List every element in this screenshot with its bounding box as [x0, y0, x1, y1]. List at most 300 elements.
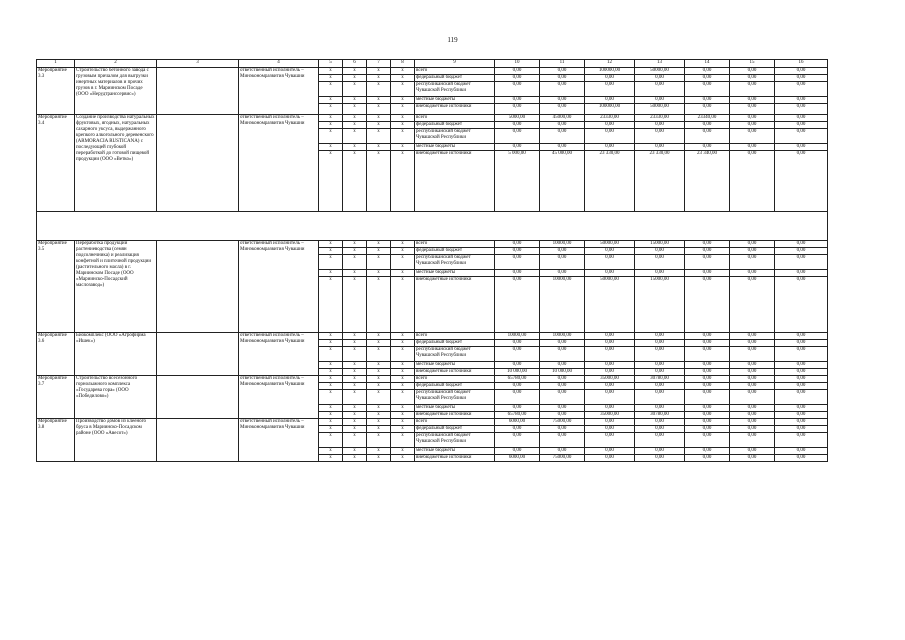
amount-cell: 0,00 [495, 104, 540, 115]
amount-cell: 0,00 [775, 97, 828, 104]
amount-cell: 0,00 [635, 97, 685, 104]
code-cell: x [319, 405, 343, 412]
funding-source: федеральный бюджет [415, 248, 495, 255]
code-cell: x [391, 144, 415, 151]
amount-cell: 0,00 [730, 97, 775, 104]
funding-source: федеральный бюджет [415, 340, 495, 347]
amount-cell: 0,00 [495, 68, 540, 75]
amount-cell: 0,00 [685, 82, 730, 97]
amount-cell: 0,00 [775, 376, 828, 383]
code-cell: x [319, 97, 343, 104]
amount-cell: 0,00 [585, 144, 635, 151]
funding-source: внебюджетные источники [415, 455, 495, 462]
amount-cell: 0,00 [685, 369, 730, 376]
code-cell: x [391, 75, 415, 82]
amount-cell: 0,00 [775, 68, 828, 75]
code-cell: x [319, 426, 343, 433]
funding-source: внебюджетные источники [415, 104, 495, 115]
funding-source: местные бюджеты [415, 362, 495, 369]
code-cell: x [391, 151, 415, 212]
amount-cell: 0,00 [495, 347, 540, 362]
amount-cell: 0,00 [495, 122, 540, 129]
amount-cell: 0,00 [685, 455, 730, 462]
amount-cell: 0,00 [495, 390, 540, 405]
code-cell: x [391, 122, 415, 129]
amount-cell: 75000,00 [540, 455, 585, 462]
amount-cell: 0,00 [730, 255, 775, 270]
amount-cell: 0,00 [540, 376, 585, 383]
amount-cell: 0,00 [540, 75, 585, 82]
amount-cell: 50000,00 [585, 277, 635, 333]
amount-cell: 10000,00 [540, 333, 585, 340]
code-cell: x [391, 419, 415, 426]
code-cell: x [319, 122, 343, 129]
code-cell: x [367, 383, 391, 390]
amount-cell: 0,00 [585, 419, 635, 426]
measure-code: Мероприятие 3.3 [37, 68, 75, 115]
table-row [37, 115, 828, 122]
funding-source: местные бюджеты [415, 144, 495, 151]
column-number: 7 [367, 60, 391, 68]
amount-cell: 0,00 [635, 82, 685, 97]
amount-cell: 0,00 [540, 426, 585, 433]
amount-cell: 0,00 [585, 248, 635, 255]
code-cell: x [343, 75, 367, 82]
amount-cell: 0,00 [540, 390, 585, 405]
column-number: 2 [75, 60, 157, 68]
amount-cell: 0,00 [730, 129, 775, 144]
code-cell: x [391, 405, 415, 412]
code-cell: x [367, 376, 391, 383]
column-number: 15 [730, 60, 775, 68]
funding-source: республиканский бюджет Чувашской Республики [415, 347, 495, 362]
code-cell: x [343, 68, 367, 75]
amount-cell: 0,00 [495, 255, 540, 270]
amount-cell: 0,00 [775, 333, 828, 340]
amount-cell: 0,00 [685, 419, 730, 426]
page-number: 119 [447, 36, 458, 44]
amount-cell: 0,00 [775, 144, 828, 151]
amount-cell: 0,00 [495, 270, 540, 277]
code-cell: x [367, 82, 391, 97]
funding-source: федеральный бюджет [415, 426, 495, 433]
code-cell: x [319, 448, 343, 455]
code-cell: x [367, 75, 391, 82]
measure-code: Мероприятие 3.7 [37, 376, 75, 419]
code-cell: x [343, 115, 367, 122]
code-cell: x [343, 376, 367, 383]
code-cell: x [391, 255, 415, 270]
amount-cell: 0,00 [540, 248, 585, 255]
column-number: 13 [635, 60, 685, 68]
amount-cell: 0,00 [775, 104, 828, 115]
amount-cell: 0,00 [730, 433, 775, 448]
amount-cell: 0,00 [635, 144, 685, 151]
measure-name: Производство домов из клееного бруса в Мариинско-Посадском районе (ООО «Авесот») [75, 419, 157, 462]
column-number: 12 [585, 60, 635, 68]
amount-cell: 0,00 [685, 405, 730, 412]
code-cell: x [367, 151, 391, 212]
code-cell: x [391, 362, 415, 369]
column-number: 16 [775, 60, 828, 68]
code-cell: x [343, 97, 367, 104]
amount-cell: 0,00 [495, 383, 540, 390]
table-row [37, 68, 828, 75]
amount-cell: 0,00 [775, 448, 828, 455]
amount-cell: 0,00 [635, 255, 685, 270]
amount-cell: 0,00 [495, 340, 540, 347]
amount-cell: 35000,00 [585, 412, 635, 419]
amount-cell: 0,00 [730, 426, 775, 433]
amount-cell: 0,00 [685, 426, 730, 433]
amount-cell: 65780,00 [495, 412, 540, 419]
amount-cell: 0,00 [635, 455, 685, 462]
code-cell: x [367, 122, 391, 129]
code-cell: x [391, 390, 415, 405]
amount-cell: 0,00 [495, 362, 540, 369]
code-cell: x [391, 333, 415, 340]
amount-cell: 0,00 [730, 277, 775, 333]
amount-cell: 10 000,00 [495, 369, 540, 376]
column-number: 10 [495, 60, 540, 68]
table-row [37, 376, 828, 383]
amount-cell: 0,00 [775, 115, 828, 122]
amount-cell: 0,00 [540, 255, 585, 270]
amount-cell: 0,00 [540, 362, 585, 369]
amount-cell: 0,00 [685, 68, 730, 75]
code-cell: x [367, 448, 391, 455]
measure-executor: ответственный исполнитель – Минэкономразвития Чувашии [239, 333, 319, 376]
code-cell: x [391, 104, 415, 115]
amount-cell: 0,00 [775, 405, 828, 412]
amount-cell: 45000,00 [540, 115, 585, 122]
amount-cell: 0,00 [775, 151, 828, 212]
amount-cell: 0,00 [730, 455, 775, 462]
code-cell: x [391, 270, 415, 277]
code-cell: x [391, 248, 415, 255]
table-row [37, 333, 828, 340]
amount-cell: 65780,00 [495, 376, 540, 383]
amount-cell: 0,00 [635, 122, 685, 129]
measure-executor: ответственный исполнитель – Минэкономразвития Чувашии [239, 376, 319, 419]
amount-cell: 0,00 [730, 241, 775, 248]
amount-cell: 6000,00 [495, 455, 540, 462]
code-cell: x [319, 376, 343, 383]
code-cell: x [319, 340, 343, 347]
code-cell: x [319, 455, 343, 462]
code-cell: x [343, 122, 367, 129]
code-cell: x [319, 362, 343, 369]
code-cell: x [367, 390, 391, 405]
code-cell: x [391, 455, 415, 462]
funding-source: республиканский бюджет Чувашской Республики [415, 390, 495, 405]
amount-cell: 0,00 [685, 340, 730, 347]
amount-cell: 23330,00 [585, 115, 635, 122]
amount-cell: 0,00 [585, 455, 635, 462]
amount-cell: 0,00 [540, 82, 585, 97]
amount-cell: 0,00 [730, 362, 775, 369]
amount-cell: 0,00 [775, 122, 828, 129]
amount-cell: 5 000,00 [495, 151, 540, 212]
amount-cell: 100000,00 [585, 104, 635, 115]
amount-cell: 0,00 [775, 433, 828, 448]
code-cell: x [343, 412, 367, 419]
amount-cell: 0,00 [495, 405, 540, 412]
code-cell: x [367, 340, 391, 347]
code-cell: x [367, 347, 391, 362]
code-cell: x [343, 104, 367, 115]
funding-source: внебюджетные источники [415, 151, 495, 212]
code-cell: x [319, 115, 343, 122]
code-cell: x [319, 433, 343, 448]
amount-cell: 0,00 [495, 97, 540, 104]
budget-table [36, 59, 828, 462]
code-cell: x [343, 270, 367, 277]
amount-cell: 10 000,00 [540, 369, 585, 376]
code-cell: x [367, 68, 391, 75]
amount-cell: 0,00 [540, 104, 585, 115]
code-cell: x [367, 241, 391, 248]
code-cell: x [391, 383, 415, 390]
amount-cell: 0,00 [540, 122, 585, 129]
amount-cell: 0,00 [775, 455, 828, 462]
amount-cell: 0,00 [730, 448, 775, 455]
amount-cell: 0,00 [585, 97, 635, 104]
code-cell: x [367, 455, 391, 462]
measure-code: Мероприятие 3.8 [37, 419, 75, 462]
amount-cell: 0,00 [730, 151, 775, 212]
code-cell: x [367, 405, 391, 412]
column-3-cell [157, 115, 239, 212]
code-cell: x [367, 270, 391, 277]
code-cell: x [343, 340, 367, 347]
amount-cell: 0,00 [730, 333, 775, 340]
amount-cell: 0,00 [730, 347, 775, 362]
amount-cell: 0,00 [685, 129, 730, 144]
amount-cell: 0,00 [685, 270, 730, 277]
amount-cell: 50000,00 [585, 241, 635, 248]
funding-source: внебюджетные источники [415, 412, 495, 419]
funding-source: местные бюджеты [415, 405, 495, 412]
amount-cell: 35000,00 [585, 376, 635, 383]
amount-cell: 0,00 [635, 419, 685, 426]
code-cell: x [367, 277, 391, 333]
amount-cell: 0,00 [730, 376, 775, 383]
code-cell: x [367, 433, 391, 448]
funding-source: федеральный бюджет [415, 75, 495, 82]
amount-cell: 10000,00 [540, 241, 585, 248]
code-cell: x [343, 248, 367, 255]
amount-cell: 0,00 [775, 383, 828, 390]
code-cell: x [343, 362, 367, 369]
code-cell: x [391, 82, 415, 97]
amount-cell: 0,00 [635, 248, 685, 255]
code-cell: x [343, 144, 367, 151]
amount-cell: 0,00 [775, 369, 828, 376]
funding-source: всего [415, 333, 495, 340]
code-cell: x [319, 75, 343, 82]
code-cell: x [367, 104, 391, 115]
amount-cell: 0,00 [730, 270, 775, 277]
code-cell: x [319, 277, 343, 333]
code-cell: x [319, 248, 343, 255]
amount-cell: 0,00 [585, 255, 635, 270]
amount-cell: 0,00 [585, 405, 635, 412]
amount-cell: 0,00 [685, 448, 730, 455]
amount-cell: 0,00 [585, 362, 635, 369]
amount-cell: 10000,00 [540, 277, 585, 333]
table-row [37, 241, 828, 248]
amount-cell: 0,00 [585, 340, 635, 347]
funding-source: всего [415, 68, 495, 75]
spacer-cell [37, 212, 828, 241]
amount-cell: 0,00 [540, 405, 585, 412]
code-cell: x [391, 369, 415, 376]
amount-cell: 0,00 [730, 405, 775, 412]
spacer-row [37, 212, 828, 241]
amount-cell: 23340,00 [685, 115, 730, 122]
amount-cell: 0,00 [540, 412, 585, 419]
column-3-cell [157, 333, 239, 376]
code-cell: x [343, 433, 367, 448]
code-cell: x [391, 433, 415, 448]
amount-cell: 0,00 [775, 390, 828, 405]
amount-cell: 0,00 [730, 82, 775, 97]
amount-cell: 0,00 [685, 362, 730, 369]
amount-cell: 0,00 [730, 144, 775, 151]
code-cell: x [343, 448, 367, 455]
measure-name: Строительство бетонного завода с грузовым причалом для выгрузки инертных материалов и прочих грузов в г. Мариинском Посаде (ООО «Нерудтранссервис») [75, 68, 157, 115]
code-cell: x [343, 255, 367, 270]
amount-cell: 30780,00 [635, 412, 685, 419]
funding-source: всего [415, 419, 495, 426]
amount-cell: 0,00 [635, 129, 685, 144]
amount-cell: 0,00 [585, 433, 635, 448]
funding-source: федеральный бюджет [415, 383, 495, 390]
column-3-cell [157, 241, 239, 333]
amount-cell: 0,00 [585, 122, 635, 129]
code-cell: x [343, 129, 367, 144]
code-cell: x [319, 241, 343, 248]
code-cell: x [391, 129, 415, 144]
code-cell: x [343, 419, 367, 426]
funding-source: всего [415, 115, 495, 122]
amount-cell: 0,00 [635, 448, 685, 455]
amount-cell: 0,00 [775, 340, 828, 347]
amount-cell: 0,00 [635, 75, 685, 82]
code-cell: x [391, 68, 415, 75]
code-cell: x [367, 97, 391, 104]
amount-cell: 0,00 [495, 248, 540, 255]
amount-cell: 0,00 [775, 82, 828, 97]
code-cell: x [391, 426, 415, 433]
funding-source: внебюджетные источники [415, 369, 495, 376]
amount-cell: 0,00 [585, 270, 635, 277]
amount-cell: 30780,00 [635, 376, 685, 383]
amount-cell: 0,00 [685, 390, 730, 405]
funding-source: республиканский бюджет Чувашской Республики [415, 82, 495, 97]
amount-cell: 0,00 [585, 390, 635, 405]
amount-cell: 0,00 [540, 433, 585, 448]
amount-cell: 0,00 [495, 277, 540, 333]
code-cell: x [367, 255, 391, 270]
amount-cell: 0,00 [775, 426, 828, 433]
amount-cell: 0,00 [540, 383, 585, 390]
code-cell: x [367, 369, 391, 376]
amount-cell: 0,00 [635, 426, 685, 433]
amount-cell: 0,00 [775, 75, 828, 82]
amount-cell: 0,00 [635, 383, 685, 390]
amount-cell: 0,00 [685, 241, 730, 248]
code-cell: x [367, 426, 391, 433]
funding-source: местные бюджеты [415, 270, 495, 277]
code-cell: x [343, 405, 367, 412]
amount-cell: 0,00 [635, 433, 685, 448]
code-cell: x [367, 412, 391, 419]
amount-cell: 0,00 [495, 144, 540, 151]
measure-executor: ответственный исполнитель – Минэкономразвития Чувашии [239, 115, 319, 212]
amount-cell: 100000,00 [585, 68, 635, 75]
amount-cell: 0,00 [495, 129, 540, 144]
measure-code: Мероприятие 3.4 [37, 115, 75, 212]
amount-cell: 0,00 [635, 369, 685, 376]
code-cell: x [319, 68, 343, 75]
column-number: 5 [319, 60, 343, 68]
code-cell: x [343, 241, 367, 248]
amount-cell: 50000,00 [635, 68, 685, 75]
funding-source: республиканский бюджет Чувашской Республики [415, 433, 495, 448]
amount-cell: 0,00 [635, 390, 685, 405]
amount-cell: 0,00 [730, 75, 775, 82]
amount-cell: 0,00 [585, 75, 635, 82]
amount-cell: 0,00 [685, 333, 730, 340]
amount-cell: 75000,00 [540, 419, 585, 426]
column-number: 3 [157, 60, 239, 68]
amount-cell: 0,00 [775, 129, 828, 144]
amount-cell: 23 330,00 [585, 151, 635, 212]
code-cell: x [319, 347, 343, 362]
amount-cell: 0,00 [585, 82, 635, 97]
amount-cell: 0,00 [540, 448, 585, 455]
code-cell: x [343, 455, 367, 462]
amount-cell: 0,00 [685, 376, 730, 383]
amount-cell: 0,00 [635, 405, 685, 412]
funding-source: местные бюджеты [415, 448, 495, 455]
amount-cell: 0,00 [540, 129, 585, 144]
amount-cell: 0,00 [635, 362, 685, 369]
code-cell: x [391, 376, 415, 383]
code-cell: x [367, 419, 391, 426]
amount-cell: 23 330,00 [635, 151, 685, 212]
code-cell: x [391, 241, 415, 248]
amount-cell: 0,00 [775, 270, 828, 277]
measure-executor: ответственный исполнитель – Минэкономразвития Чувашии [239, 241, 319, 333]
code-cell: x [343, 426, 367, 433]
code-cell: x [367, 362, 391, 369]
amount-cell: 0,00 [730, 115, 775, 122]
code-cell: x [391, 340, 415, 347]
column-3-cell [157, 419, 239, 462]
amount-cell: 10000,00 [495, 333, 540, 340]
funding-source: федеральный бюджет [415, 122, 495, 129]
amount-cell: 0,00 [585, 448, 635, 455]
amount-cell: 45 000,00 [540, 151, 585, 212]
code-cell: x [367, 144, 391, 151]
column-number: 4 [239, 60, 319, 68]
amount-cell: 23 340,00 [685, 151, 730, 212]
amount-cell: 0,00 [585, 426, 635, 433]
code-cell: x [319, 333, 343, 340]
